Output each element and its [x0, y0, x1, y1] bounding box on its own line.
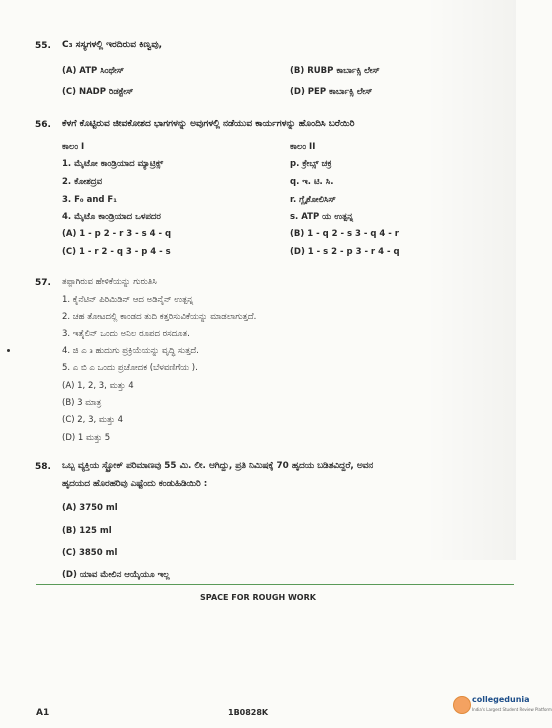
column-2-item-q: q. ಇ. ಟಿ. ಸಿ.: [290, 177, 334, 187]
column-2-item-r: r. ಗ್ಲೈಕೋಲಿಸಿಸ್: [290, 195, 336, 205]
column-1-item-4: 4. ಮೈಟೊ ಕಾಂಡ್ರಿಯಾದ ಒಳಪದರ: [62, 212, 161, 222]
question-56-option-a: (A) 1 - p 2 - r 3 - s 4 - q: [62, 229, 172, 239]
question-55-option-c: (C) NADP ರಿಡಕ್ಟೇಸ್: [62, 87, 134, 97]
booklet-code: 1B0828K: [228, 708, 269, 717]
statement-5: 5. ಎ ಬಿ ಎ ಒಂದು ಪ್ರಚೋದಕ (ಬೆಳವಣಿಗೆಯ ).: [62, 363, 198, 373]
question-56-option-d: (D) 1 - s 2 - p 3 - r 4 - q: [290, 247, 400, 257]
logo-mark-icon: [453, 696, 471, 714]
question-58-option-c: (C) 3850 ml: [62, 548, 118, 558]
question-55-option-a: (A) ATP ಸಿಂಥೇಸ್: [62, 66, 125, 76]
column-1-item-2: 2. ಕೋಶದ್ರವ: [62, 177, 103, 187]
statement-2: 2. ಚಹ ತೋಟದಲ್ಲಿ ಕಾಂಡದ ತುದಿ ಕತ್ತರಿಸುವಿಕೆಯನ್ನು ಮಾಡಲಾಗುತ್ತದೆ.: [62, 312, 257, 322]
statement-4: 4. ಜಿ ಎ ₃ ಹುದುಗು ಪ್ರಕ್ರಿಯೆಯನ್ನು ವೃದ್ಧಿ ಸುತ್ತದೆ.: [62, 346, 199, 356]
question-56-option-c: (C) 1 - r 2 - q 3 - p 4 - s: [62, 247, 171, 257]
logo-name: collegedunia: [472, 695, 530, 704]
question-57-stem: ತಪ್ಪಾಗಿರುವ ಹೇಳಿಕೆಯನ್ನು ಗುರುತಿಸಿ: [62, 277, 157, 287]
question-56-stem: ಕೆಳಗೆ ಕೊಟ್ಟಿರುವ ಜೀವಕೋಶದ ಭಾಗಗಳನ್ನು ಅವುಗಳಲ್ಲಿ ನಡೆಯುವ ಕಾರ್ಯಗಳನ್ನು ಹೊಂದಿಸಿ ಬರೆಯಿರಿ: [62, 119, 355, 129]
question-58-number: 58.: [35, 462, 51, 472]
statement-3: 3. ಇತೈಲಿನ್ ಒಂದು ಅನಿಲ ರೂಪದ ರಸದೂತ.: [62, 329, 190, 339]
question-56-number: 56.: [35, 120, 51, 130]
question-57-option-b: (B) 3 ಮಾತ್ರ: [62, 398, 102, 408]
logo-tagline: India's Largest Student Review Platform: [472, 707, 552, 712]
question-55-stem: C₃ ಸಸ್ಯಗಳಲ್ಲಿ ಇರದಿರುವ ಕಿಣ್ವವು,: [62, 40, 163, 50]
question-55-option-b: (B) RUBP ಕಾರ್ಬಾಕ್ಸಿ ಲೇಸ್: [290, 66, 380, 76]
rough-work-divider: [36, 584, 514, 585]
column-2-item-p: p. ಕ್ರೇಬ್ಸ್ ಚಕ್ರ: [290, 159, 332, 169]
question-58-option-d: (D) ಯಾವ ಮೇಲಿನ ಆಯ್ಕೆಯೂ ಇಲ್ಲ: [62, 570, 170, 580]
question-58-option-a: (A) 3750 ml: [62, 503, 118, 513]
bleed-through-shadow: [426, 0, 516, 560]
rough-work-label: SPACE FOR ROUGH WORK: [200, 593, 316, 602]
page-code-left: A1: [36, 708, 50, 718]
question-55-option-d: (D) PEP ಕಾರ್ಬಾಕ್ಸಿ ಲೇಸ್: [290, 87, 373, 97]
statement-1: 1. ಕೈನೆಟಿನ್ ಪಿರಿಮಿಡಿನ್ ಆದ ಅಡಿನೈನ್ ಉತ್ಪನ್ನ: [62, 295, 194, 305]
question-56-option-b: (B) 1 - q 2 - s 3 - q 4 - r: [290, 229, 399, 239]
column-1-item-1: 1. ಮೈಟೋ ಕಾಂಡ್ರಿಯಾದ ಮ್ಯಾಟ್ರಿಕ್ಸ್: [62, 159, 164, 169]
question-58-stem-line-1: ಒಬ್ಬ ವ್ಯಕ್ತಿಯ ಸ್ಟ್ರೋಕ್ ಪರಿಮಾಣವು 55 ಮಿ. ಲೀ. ಆಗಿದ್ದು, ಪ್ರತಿ ನಿಮಿಷಕ್ಕೆ 70 ಹೃದಯ ಬಡಿತವಿದ್ದರೆ, ಅವನ: [62, 461, 374, 471]
ink-dot: [7, 349, 10, 352]
question-58-option-b: (B) 125 ml: [62, 526, 112, 536]
column-1-header: ಕಾಲಂ I: [62, 142, 85, 152]
column-2-item-s: s. ATP ಯ ಉತ್ಪನ್ನ: [290, 212, 354, 222]
column-2-header: ಕಾಲಂ II: [290, 142, 316, 152]
collegedunia-logo: [453, 693, 552, 719]
question-57-option-d: (D) 1 ಮತ್ತು 5: [62, 433, 111, 443]
question-57-option-a: (A) 1, 2, 3, ಮತ್ತು 4: [62, 381, 134, 391]
question-58-stem-line-2: ಹೃದಯದ ಹೊರಹರಿವು ಎಷ್ಟೆಂದು ಕಂಡುಹಿಡಿಯಿರಿ :: [62, 479, 208, 489]
question-57-number: 57.: [35, 278, 51, 288]
column-1-item-3: 3. F₀ and F₁: [62, 195, 117, 205]
question-55-number: 55.: [35, 41, 51, 51]
question-57-option-c: (C) 2, 3, ಮತ್ತು 4: [62, 415, 124, 425]
